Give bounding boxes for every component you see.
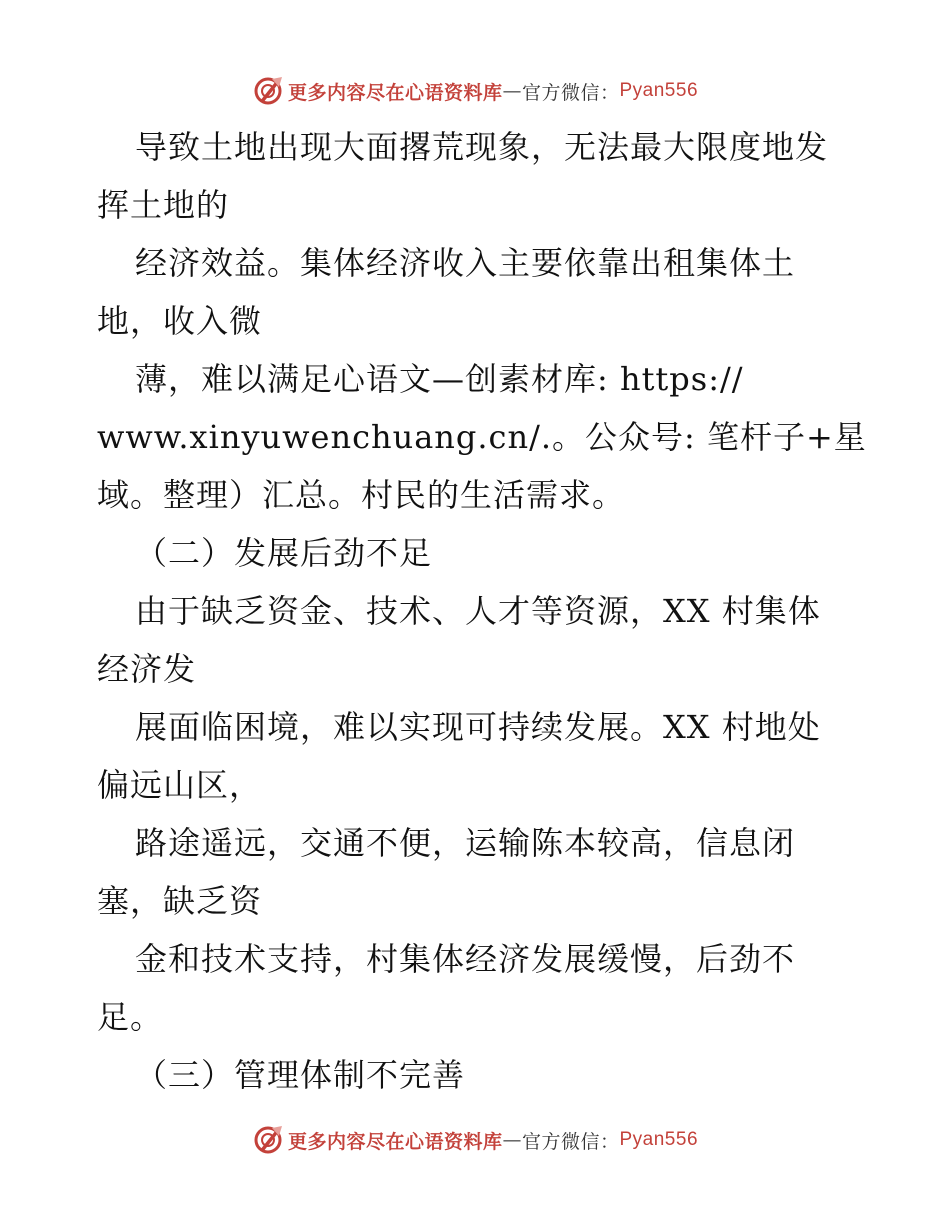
text-line-15: 金和技术支持，村集体经济发展缓慢，后劲不 <box>135 940 796 978</box>
text-line-4: 地，收入微 <box>97 302 263 340</box>
watermark-label: 官方微信： <box>521 1130 620 1153</box>
watermark-text <box>288 78 698 105</box>
document-body <box>97 118 867 1104</box>
text-line-13: 路途遥远，交通不便，运输陈本较高，信息闭 <box>135 824 796 862</box>
text-line-11: 展面临困境，难以实现可持续发展。XX 村地处 <box>135 708 821 746</box>
section-heading-2: （二）发展后劲不足 <box>135 534 433 572</box>
text-line-5: 薄，难以满足心语文—创素材库: https:// <box>135 360 744 398</box>
text-line-10: 经济发 <box>97 650 197 688</box>
watermark-separator: — <box>502 1129 522 1151</box>
section-heading-3: （三）管理体制不完善 <box>135 1056 466 1094</box>
quill-logo-icon <box>252 1124 284 1156</box>
text-line-14: 塞，缺乏资 <box>97 882 263 920</box>
watermark-main: 更多内容尽在心语资料库 <box>287 81 503 104</box>
watermark-id: Pyan556 <box>619 1129 699 1150</box>
watermark-label: 官方微信： <box>521 81 620 104</box>
footer-watermark <box>0 1122 950 1158</box>
text-line-1: 导致土地出现大面撂荒现象，无法最大限度地发 <box>135 128 829 166</box>
text-line-16: 足。 <box>97 998 164 1036</box>
text-line-9: 由于缺乏资金、技术、人才等资源，XX 村集体 <box>135 592 821 630</box>
text-line-2: 挥土地的 <box>97 186 230 224</box>
text-line-6: www.xinyuwenchuang.cn/.。公众号: 笔杆子+星 <box>97 418 867 456</box>
text-line-7: 域。整理）汇总。村民的生活需求。 <box>97 476 626 514</box>
text-line-3: 经济效益。集体经济收入主要依靠出租集体土 <box>135 244 796 282</box>
watermark-main: 更多内容尽在心语资料库 <box>287 1130 503 1153</box>
watermark-text <box>288 1127 698 1154</box>
quill-logo-icon <box>252 75 284 107</box>
header-watermark <box>0 73 950 109</box>
watermark-separator: — <box>502 80 522 102</box>
watermark-id: Pyan556 <box>619 80 699 101</box>
text-line-12: 偏远山区， <box>97 766 263 804</box>
